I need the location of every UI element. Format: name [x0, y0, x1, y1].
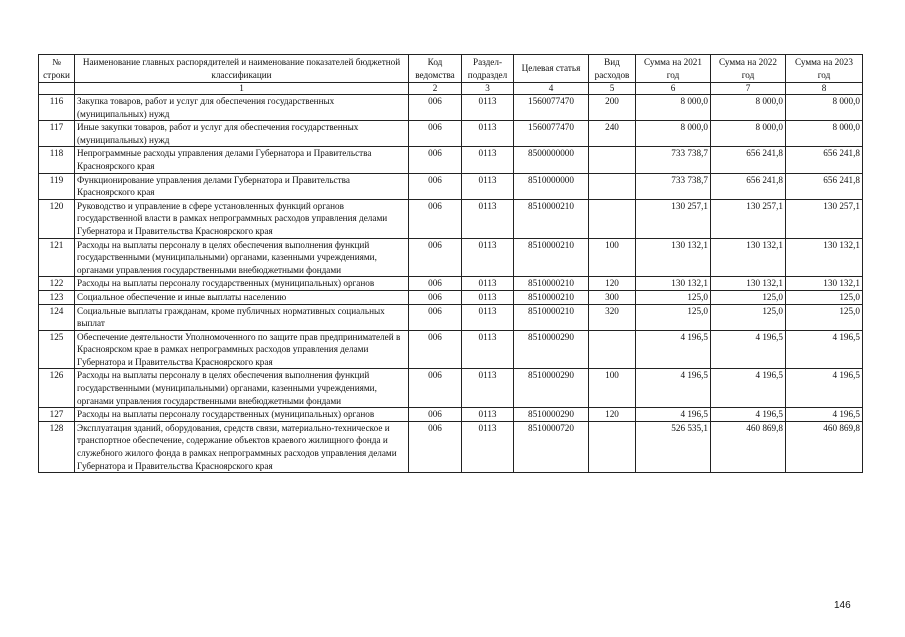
row-code-cell: 006: [409, 277, 462, 291]
row-name-cell: Руководство и управление в сфере установленных функций органов государственной власти в рамках непрограммных расходов управления делами Губернатора и Правительства Красноярского края: [75, 199, 409, 238]
row-number-cell: 127: [39, 408, 75, 422]
index-cell: 2: [409, 83, 462, 95]
row-sum-2021-cell: 4 196,5: [636, 369, 711, 408]
row-type-cell: [589, 147, 636, 173]
row-target-cell: 8510000210: [514, 238, 589, 277]
col-header-s2021: Сумма на 2021 год: [636, 55, 711, 83]
row-sum-2021-cell: 733 738,7: [636, 173, 711, 199]
row-target-cell: 8510000210: [514, 199, 589, 238]
row-sum-2022-cell: 125,0: [711, 290, 786, 304]
row-sum-2021-cell: 125,0: [636, 290, 711, 304]
index-cell: 1: [75, 83, 409, 95]
row-sum-2022-cell: 130 257,1: [711, 199, 786, 238]
row-sum-2023-cell: 130 132,1: [786, 277, 863, 291]
col-header-target: Целевая статья: [514, 55, 589, 83]
row-code-cell: 006: [409, 121, 462, 147]
row-name-cell: Непрограммные расходы управления делами Губернатора и Правительства Красноярского края: [75, 147, 409, 173]
row-sum-2021-cell: 130 132,1: [636, 238, 711, 277]
col-header-s2022: Сумма на 2022 год: [711, 55, 786, 83]
row-code-cell: 006: [409, 238, 462, 277]
row-name-cell: Эксплуатация зданий, оборудования, средств связи, материально-техническое и транспортное обеспечение, содержание объектов краевого жилищного фонда и служебного жилого фонда в рамках непрограммных расходов управления делами Губернатора и Правительства Красноярского края: [75, 421, 409, 472]
row-sum-2023-cell: 656 241,8: [786, 147, 863, 173]
row-target-cell: 8510000210: [514, 290, 589, 304]
row-number-cell: 122: [39, 277, 75, 291]
row-target-cell: 8510000290: [514, 408, 589, 422]
row-code-cell: 006: [409, 408, 462, 422]
row-type-cell: 240: [589, 121, 636, 147]
row-number-cell: 121: [39, 238, 75, 277]
row-type-cell: [589, 173, 636, 199]
index-cell: 4: [514, 83, 589, 95]
row-number-cell: 125: [39, 330, 75, 369]
col-header-section: Раздел-подраздел: [462, 55, 514, 83]
row-sum-2022-cell: 4 196,5: [711, 408, 786, 422]
row-number-cell: 117: [39, 121, 75, 147]
row-sum-2021-cell: 4 196,5: [636, 330, 711, 369]
row-section-cell: 0113: [462, 304, 514, 330]
row-section-cell: 0113: [462, 277, 514, 291]
row-type-cell: 300: [589, 290, 636, 304]
row-sum-2021-cell: 130 132,1: [636, 277, 711, 291]
row-sum-2023-cell: 8 000,0: [786, 95, 863, 121]
row-section-cell: 0113: [462, 199, 514, 238]
table-row: [39, 277, 863, 291]
table-row: [39, 290, 863, 304]
row-sum-2023-cell: 130 257,1: [786, 199, 863, 238]
row-sum-2022-cell: 460 869,8: [711, 421, 786, 472]
index-cell: 3: [462, 83, 514, 95]
row-code-cell: 006: [409, 304, 462, 330]
index-cell: [39, 83, 75, 95]
index-cell: 7: [711, 83, 786, 95]
row-target-cell: 1560077470: [514, 121, 589, 147]
row-target-cell: 8500000000: [514, 147, 589, 173]
row-name-cell: Расходы на выплаты персоналу в целях обеспечения выполнения функций государственными (муниципальными) органами, казенными учреждениями, органами управления государственными внебюджетными фондами: [75, 369, 409, 408]
row-type-cell: 100: [589, 238, 636, 277]
row-sum-2023-cell: 656 241,8: [786, 173, 863, 199]
row-sum-2022-cell: 130 132,1: [711, 277, 786, 291]
row-name-cell: Расходы на выплаты персоналу государственных (муниципальных) органов: [75, 408, 409, 422]
row-sum-2023-cell: 4 196,5: [786, 369, 863, 408]
row-target-cell: 8510000210: [514, 304, 589, 330]
table-row: [39, 95, 863, 121]
row-target-cell: 8510000210: [514, 277, 589, 291]
row-type-cell: 120: [589, 277, 636, 291]
row-section-cell: 0113: [462, 369, 514, 408]
budget-table: [38, 54, 863, 473]
row-type-cell: [589, 330, 636, 369]
row-section-cell: 0113: [462, 330, 514, 369]
row-type-cell: 120: [589, 408, 636, 422]
row-sum-2023-cell: 4 196,5: [786, 408, 863, 422]
row-section-cell: 0113: [462, 173, 514, 199]
row-target-cell: 8510000720: [514, 421, 589, 472]
row-code-cell: 006: [409, 369, 462, 408]
row-section-cell: 0113: [462, 95, 514, 121]
row-sum-2023-cell: 8 000,0: [786, 121, 863, 147]
row-type-cell: 200: [589, 95, 636, 121]
row-section-cell: 0113: [462, 290, 514, 304]
row-target-cell: 8510000000: [514, 173, 589, 199]
row-sum-2022-cell: 656 241,8: [711, 147, 786, 173]
index-row: [39, 83, 863, 95]
header-row: [39, 55, 863, 83]
table-row: [39, 408, 863, 422]
row-number-cell: 128: [39, 421, 75, 472]
index-cell: 8: [786, 83, 863, 95]
row-section-cell: 0113: [462, 238, 514, 277]
row-type-cell: [589, 199, 636, 238]
row-sum-2023-cell: 130 132,1: [786, 238, 863, 277]
row-sum-2021-cell: 125,0: [636, 304, 711, 330]
row-number-cell: 124: [39, 304, 75, 330]
row-number-cell: 126: [39, 369, 75, 408]
table-row: [39, 121, 863, 147]
row-sum-2021-cell: 526 535,1: [636, 421, 711, 472]
row-sum-2022-cell: 4 196,5: [711, 369, 786, 408]
row-sum-2022-cell: 8 000,0: [711, 95, 786, 121]
row-section-cell: 0113: [462, 421, 514, 472]
col-header-s2023: Сумма на 2023 год: [786, 55, 863, 83]
row-name-cell: Социальное обеспечение и иные выплаты населению: [75, 290, 409, 304]
row-number-cell: 118: [39, 147, 75, 173]
row-target-cell: 8510000290: [514, 330, 589, 369]
row-sum-2023-cell: 125,0: [786, 290, 863, 304]
table-row: [39, 147, 863, 173]
table-row: [39, 199, 863, 238]
row-name-cell: Расходы на выплаты персоналу в целях обеспечения выполнения функций государственными (муниципальными) органами, казенными учреждениями, органами управления государственными внебюджетными фондами: [75, 238, 409, 277]
index-cell: 6: [636, 83, 711, 95]
row-sum-2021-cell: 733 738,7: [636, 147, 711, 173]
row-sum-2022-cell: 656 241,8: [711, 173, 786, 199]
table-row: [39, 330, 863, 369]
row-target-cell: 1560077470: [514, 95, 589, 121]
row-sum-2021-cell: 8 000,0: [636, 121, 711, 147]
row-sum-2022-cell: 125,0: [711, 304, 786, 330]
row-type-cell: [589, 421, 636, 472]
col-header-type: Вид расходов: [589, 55, 636, 83]
table-row: [39, 421, 863, 472]
row-number-cell: 123: [39, 290, 75, 304]
row-name-cell: Расходы на выплаты персоналу государственных (муниципальных) органов: [75, 277, 409, 291]
table-row: [39, 173, 863, 199]
row-code-cell: 006: [409, 290, 462, 304]
row-code-cell: 006: [409, 199, 462, 238]
row-name-cell: Закупка товаров, работ и услуг для обеспечения государственных (муниципальных) нужд: [75, 95, 409, 121]
row-type-cell: 100: [589, 369, 636, 408]
row-section-cell: 0113: [462, 408, 514, 422]
row-sum-2023-cell: 125,0: [786, 304, 863, 330]
row-code-cell: 006: [409, 173, 462, 199]
row-section-cell: 0113: [462, 147, 514, 173]
col-header-num: № строки: [39, 55, 75, 83]
row-name-cell: Функционирование управления делами Губернатора и Правительства Красноярского края: [75, 173, 409, 199]
row-code-cell: 006: [409, 147, 462, 173]
row-section-cell: 0113: [462, 121, 514, 147]
index-cell: 5: [589, 83, 636, 95]
row-sum-2021-cell: 8 000,0: [636, 95, 711, 121]
row-target-cell: 8510000290: [514, 369, 589, 408]
row-type-cell: 320: [589, 304, 636, 330]
row-code-cell: 006: [409, 330, 462, 369]
row-sum-2021-cell: 130 257,1: [636, 199, 711, 238]
row-number-cell: 120: [39, 199, 75, 238]
row-sum-2022-cell: 8 000,0: [711, 121, 786, 147]
row-sum-2023-cell: 4 196,5: [786, 330, 863, 369]
col-header-name: Наименование главных распорядителей и наименование показателей бюджетной классификации: [75, 55, 409, 83]
row-code-cell: 006: [409, 95, 462, 121]
col-header-code: Код ведомства: [409, 55, 462, 83]
row-code-cell: 006: [409, 421, 462, 472]
row-name-cell: Социальные выплаты гражданам, кроме публичных нормативных социальных выплат: [75, 304, 409, 330]
row-sum-2021-cell: 4 196,5: [636, 408, 711, 422]
row-sum-2022-cell: 130 132,1: [711, 238, 786, 277]
row-sum-2023-cell: 460 869,8: [786, 421, 863, 472]
page-number: 146: [834, 600, 851, 611]
table-row: [39, 369, 863, 408]
row-number-cell: 116: [39, 95, 75, 121]
table-row: [39, 238, 863, 277]
row-name-cell: Иные закупки товаров, работ и услуг для обеспечения государственных (муниципальных) нужд: [75, 121, 409, 147]
row-number-cell: 119: [39, 173, 75, 199]
row-sum-2022-cell: 4 196,5: [711, 330, 786, 369]
row-name-cell: Обеспечение деятельности Уполномоченного по защите прав предпринимателей в Красноярском крае в рамках непрограммных расходов управления делами Губернатора и Правительства Красноярского края: [75, 330, 409, 369]
table-row: [39, 304, 863, 330]
